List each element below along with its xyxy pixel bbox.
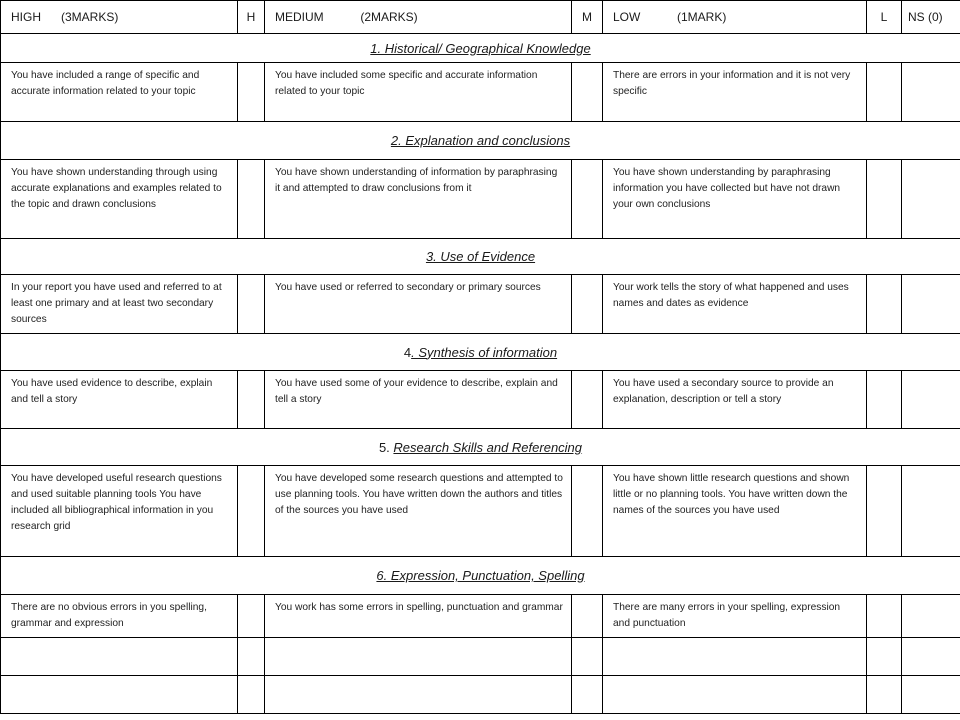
blank-cell bbox=[265, 638, 572, 676]
ns-mark-cell bbox=[902, 466, 960, 557]
high-descriptor: You have used evidence to describe, explain and tell a story bbox=[1, 371, 238, 429]
high-descriptor: There are no obvious errors in you spelling, grammar and expression bbox=[1, 595, 238, 638]
blank-cell bbox=[603, 638, 867, 676]
ns-mark-cell bbox=[902, 371, 960, 429]
section-title-row bbox=[1, 334, 960, 371]
low-descriptor: You have used a secondary source to provide an explanation, description or tell a story bbox=[603, 371, 867, 429]
section-title-row bbox=[1, 557, 960, 595]
l-mark-cell bbox=[867, 160, 902, 239]
ns-mark-cell bbox=[902, 595, 960, 638]
high-descriptor: You have shown understanding through using accurate explanations and examples related to the topic and drawn conclusions bbox=[1, 160, 238, 239]
medium-descriptor: You have included some specific and accurate information related to your topic bbox=[265, 63, 572, 122]
blank-cell bbox=[572, 638, 603, 676]
l-mark-cell bbox=[867, 371, 902, 429]
header-h: H bbox=[238, 1, 265, 34]
medium-descriptor: You work has some errors in spelling, punctuation and grammar bbox=[265, 595, 572, 638]
section-title-row bbox=[1, 429, 960, 466]
h-mark-cell bbox=[238, 275, 265, 334]
blank-cell bbox=[265, 676, 572, 714]
l-mark-cell bbox=[867, 275, 902, 334]
high-descriptor: In your report you have used and referred to at least one primary and at least two secondary sources bbox=[1, 275, 238, 334]
header-m: M bbox=[572, 1, 603, 34]
l-mark-cell bbox=[867, 63, 902, 122]
m-mark-cell bbox=[572, 160, 603, 239]
blank-row bbox=[1, 638, 960, 676]
h-mark-cell bbox=[238, 63, 265, 122]
blank-cell bbox=[238, 676, 265, 714]
low-descriptor: There are many errors in your spelling, expression and punctuation bbox=[603, 595, 867, 638]
criteria-row bbox=[1, 595, 960, 638]
section-title-row bbox=[1, 122, 960, 160]
header-l: L bbox=[867, 1, 902, 34]
header-medium: MEDIUM (2MARKS) bbox=[265, 1, 572, 34]
low-descriptor: Your work tells the story of what happened and uses names and dates as evidence bbox=[603, 275, 867, 334]
medium-descriptor: You have shown understanding of information by paraphrasing it and attempted to draw conclusions from it bbox=[265, 160, 572, 239]
m-mark-cell bbox=[572, 371, 603, 429]
header-row bbox=[1, 1, 960, 34]
header-low: LOW (1MARK) bbox=[603, 1, 867, 34]
blank-cell bbox=[1, 676, 238, 714]
criteria-row bbox=[1, 466, 960, 557]
ns-mark-cell bbox=[902, 160, 960, 239]
h-mark-cell bbox=[238, 160, 265, 239]
section-title: 2. Explanation and conclusions bbox=[1, 122, 960, 160]
low-descriptor: You have shown little research questions and shown little or no planning tools. You have written down the names of the sources you have used bbox=[603, 466, 867, 557]
section-title-row bbox=[1, 239, 960, 275]
medium-descriptor: You have developed some research questions and attempted to use planning tools. You have written down the authors and titles of the sources you have used bbox=[265, 466, 572, 557]
blank-cell bbox=[902, 638, 960, 676]
section-title: 1. Historical/ Geographical Knowledge bbox=[1, 34, 960, 63]
l-mark-cell bbox=[867, 466, 902, 557]
m-mark-cell bbox=[572, 275, 603, 334]
l-mark-cell bbox=[867, 595, 902, 638]
section-title-row bbox=[1, 34, 960, 63]
header-high: HIGH (3MARKS) bbox=[1, 1, 238, 34]
criteria-row bbox=[1, 275, 960, 334]
blank-cell bbox=[867, 638, 902, 676]
m-mark-cell bbox=[572, 595, 603, 638]
m-mark-cell bbox=[572, 466, 603, 557]
section-title: 6. Expression, Punctuation, Spelling bbox=[1, 557, 960, 595]
m-mark-cell bbox=[572, 63, 603, 122]
ns-mark-cell bbox=[902, 275, 960, 334]
low-descriptor: There are errors in your information and it is not very specific bbox=[603, 63, 867, 122]
criteria-row bbox=[1, 371, 960, 429]
blank-cell bbox=[1, 638, 238, 676]
h-mark-cell bbox=[238, 371, 265, 429]
blank-row bbox=[1, 676, 960, 714]
medium-descriptor: You have used some of your evidence to describe, explain and tell a story bbox=[265, 371, 572, 429]
blank-cell bbox=[603, 676, 867, 714]
low-descriptor: You have shown understanding by paraphrasing information you have collected but have not drawn your own conclusions bbox=[603, 160, 867, 239]
section-title: 5. Research Skills and Referencing bbox=[1, 429, 960, 466]
ns-mark-cell bbox=[902, 63, 960, 122]
h-mark-cell bbox=[238, 466, 265, 557]
blank-cell bbox=[902, 676, 960, 714]
section-title: 3. Use of Evidence bbox=[1, 239, 960, 275]
blank-cell bbox=[867, 676, 902, 714]
high-descriptor: You have included a range of specific and accurate information related to your topic bbox=[1, 63, 238, 122]
blank-cell bbox=[238, 638, 265, 676]
header-ns: NS (0) bbox=[902, 1, 960, 34]
medium-descriptor: You have used or referred to secondary or primary sources bbox=[265, 275, 572, 334]
criteria-row bbox=[1, 160, 960, 239]
high-descriptor: You have developed useful research questions and used suitable planning tools You have included all bibliographical information in you research grid bbox=[1, 466, 238, 557]
criteria-row bbox=[1, 63, 960, 122]
section-title: 4. Synthesis of information bbox=[1, 334, 960, 371]
blank-cell bbox=[572, 676, 603, 714]
h-mark-cell bbox=[238, 595, 265, 638]
